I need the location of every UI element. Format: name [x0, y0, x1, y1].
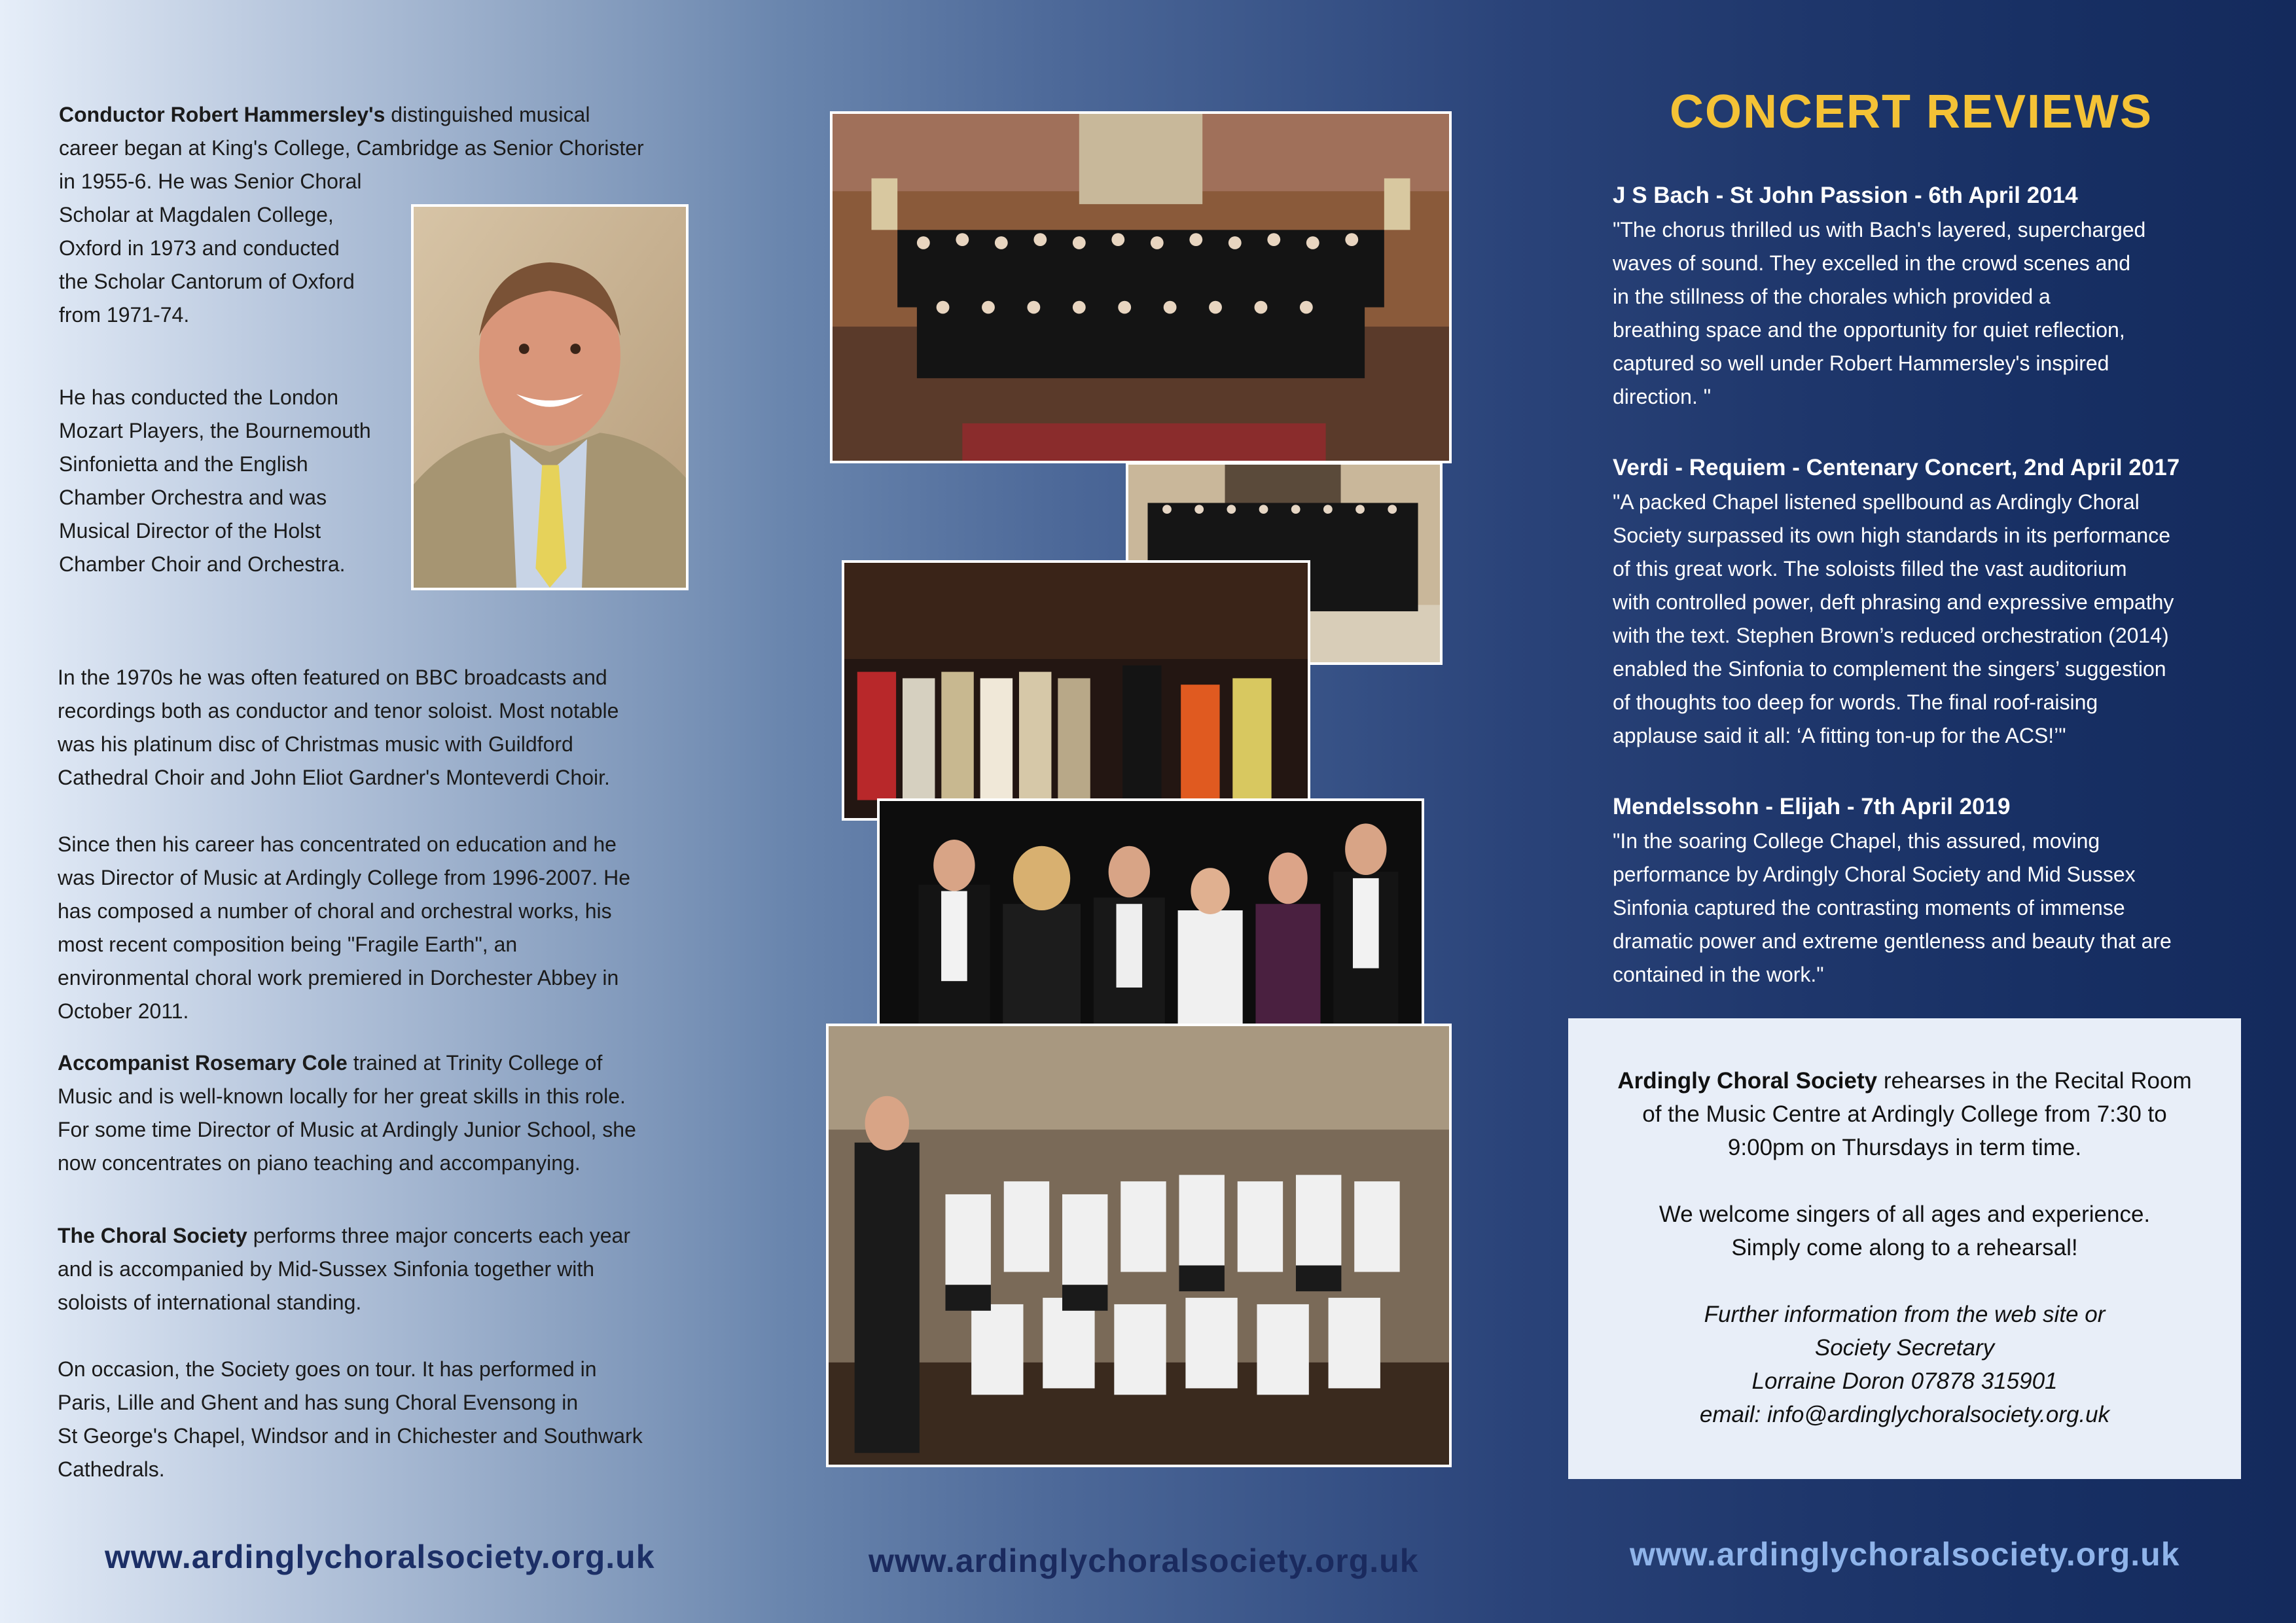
review-line: dramatic power and extreme gentleness and beauty that are	[1613, 929, 2172, 953]
info-line: We welcome singers of all ages and experience.	[1659, 1202, 2151, 1227]
review-line: "The chorus thrilled us with Bach's layered, supercharged	[1613, 218, 2146, 241]
review-line: Society surpassed its own high standards in its performance	[1613, 524, 2170, 547]
review-line: enabled the Sinfonia to complement the singers’ suggestion	[1613, 657, 2166, 681]
text-line: now concentrates on piano teaching and accompanying.	[58, 1151, 581, 1175]
review-line: in the stillness of the chorales which provided a	[1613, 285, 2051, 308]
text-line: Since then his career has concentrated on education and he	[58, 832, 617, 856]
text-line: Music and is well-known locally for her great skills in this role.	[58, 1084, 626, 1108]
text-line: environmental choral work premiered in Dorchester Abbey in	[58, 966, 619, 990]
text-line: He has conducted the London	[59, 385, 338, 409]
text-line: Mozart Players, the Bournemouth	[59, 419, 371, 442]
choir-church-photo	[830, 111, 1452, 463]
info-line: Simply come along to a rehearsal!	[1731, 1235, 2078, 1260]
text-line: Cathedrals.	[58, 1457, 165, 1481]
review-line: breathing space and the opportunity for quiet reflection,	[1613, 318, 2125, 342]
text-line: Musical Director of the Holst	[59, 519, 321, 543]
choir-conductor-photo	[826, 1024, 1452, 1467]
website-link-right[interactable]: www.ardinglychoralsociety.org.uk	[1630, 1536, 2180, 1573]
text-line: In the 1970s he was often featured on BBC broadcasts and	[58, 666, 607, 689]
bbc-paragraph	[58, 661, 712, 1486]
review-line: waves of sound. They excelled in the crowd scenes and	[1613, 251, 2130, 275]
conducting-paragraph	[59, 381, 425, 581]
text-line: Sinfonietta and the English	[59, 452, 308, 476]
text-line: Chamber Choir and Orchestra.	[59, 552, 346, 576]
review-heading: J S Bach - St John Passion - 6th April 2014	[1613, 183, 2078, 208]
review-line: with controlled power, deft phrasing and expressive empathy	[1613, 590, 2174, 614]
review-heading: Mendelssohn - Elijah - 7th April 2019	[1613, 794, 2011, 819]
review-line: direction. "	[1613, 385, 1712, 408]
info-line: of the Music Centre at Ardingly College from 7:30 to	[1642, 1101, 2167, 1127]
text-line: career began at King's College, Cambridge as Senior Chorister	[59, 136, 644, 160]
text-line: Chamber Orchestra and was	[59, 486, 327, 509]
review-line: Sinfonia captured the contrasting moments of immense	[1613, 896, 2125, 919]
website-link-middle[interactable]: www.ardinglychoralsociety.org.uk	[869, 1543, 1419, 1579]
text-line: Oxford in 1973 and conducted	[59, 236, 340, 260]
accompanist-paragraph: Accompanist Rosemary Cole trained at Trinity College of	[58, 1051, 603, 1075]
concert-reviews-title: CONCERT REVIEWS	[1669, 86, 2153, 138]
info-line: Further information from the web site or	[1704, 1302, 2106, 1327]
text-line: from 1971-74.	[59, 303, 190, 327]
info-line: Ardingly Choral Society rehearses in the Recital Room	[1617, 1068, 2192, 1094]
text-line: was his platinum disc of Christmas music with Guildford	[58, 732, 573, 756]
text-line: On occasion, the Society goes on tour. It has performed in	[58, 1357, 597, 1381]
text-line: For some time Director of Music at Ardingly Junior School, she	[58, 1118, 636, 1141]
reviews-list	[1613, 178, 2241, 991]
info-line: Society Secretary	[1814, 1335, 1995, 1361]
review-line: "A packed Chapel listened spellbound as Ardingly Choral	[1613, 490, 2140, 514]
text-line: and is accompanied by Mid-Sussex Sinfonia together with	[58, 1257, 594, 1281]
rehearsal-info-box	[1568, 1018, 2241, 1479]
text-line: recordings both as conductor and tenor soloist. Most notable	[58, 699, 619, 722]
review-line: performance by Ardingly Choral Society and Mid Sussex	[1613, 863, 2136, 886]
email-contact[interactable]: email: info@ardinglychoralsociety.org.uk	[1699, 1402, 2110, 1427]
review-line: with the text. Stephen Brown’s reduced orchestration (2014)	[1613, 624, 2169, 647]
text-line: the Scholar Cantorum of Oxford	[59, 270, 355, 293]
secretary-contact: Lorraine Doron 07878 315901	[1751, 1368, 2058, 1394]
review-line: applause said it all: ‘A fitting ton-up for the ACS!’"	[1613, 724, 2066, 747]
review-line: contained in the work."	[1613, 963, 1824, 986]
text-line: has composed a number of choral and orchestral works, his	[58, 899, 612, 923]
review-line: "In the soaring College Chapel, this assured, moving	[1613, 829, 2100, 853]
website-link-left[interactable]: www.ardinglychoralsociety.org.uk	[105, 1539, 655, 1575]
review-line: captured so well under Robert Hammersley's inspired	[1613, 351, 2109, 375]
choral-society-paragraph: The Choral Society performs three major concerts each year	[58, 1224, 630, 1247]
review-line: of this great work. The soloists filled the vast auditorium	[1613, 557, 2127, 580]
costume-concert-photo	[842, 560, 1310, 821]
text-line: October 2011.	[58, 999, 189, 1023]
text-line: in 1955-6. He was Senior Choral	[59, 169, 362, 193]
conductor-intro: Conductor Robert Hammersley's distinguished musical	[59, 103, 590, 126]
text-line: Cathedral Choir and John Eliot Gardner's Monteverdi Choir.	[58, 766, 610, 789]
text-line: Scholar at Magdalen College,	[59, 203, 334, 226]
info-line: 9:00pm on Thursdays in term time.	[1727, 1135, 2082, 1160]
text-line: most recent composition being "Fragile Earth", an	[58, 933, 518, 956]
conductor-portrait-photo	[411, 204, 689, 590]
review-line: of thoughts too deep for words. The final roof-raising	[1613, 690, 2098, 714]
text-line: was Director of Music at Ardingly College from 1996-2007. He	[58, 866, 631, 889]
text-line: Paris, Lille and Ghent and has sung Choral Evensong in	[58, 1391, 579, 1414]
text-line: St George's Chapel, Windsor and in Chichester and Southwark	[58, 1424, 643, 1448]
text-line: soloists of international standing.	[58, 1291, 362, 1314]
review-heading: Verdi - Requiem - Centenary Concert, 2nd April 2017	[1613, 455, 2180, 480]
